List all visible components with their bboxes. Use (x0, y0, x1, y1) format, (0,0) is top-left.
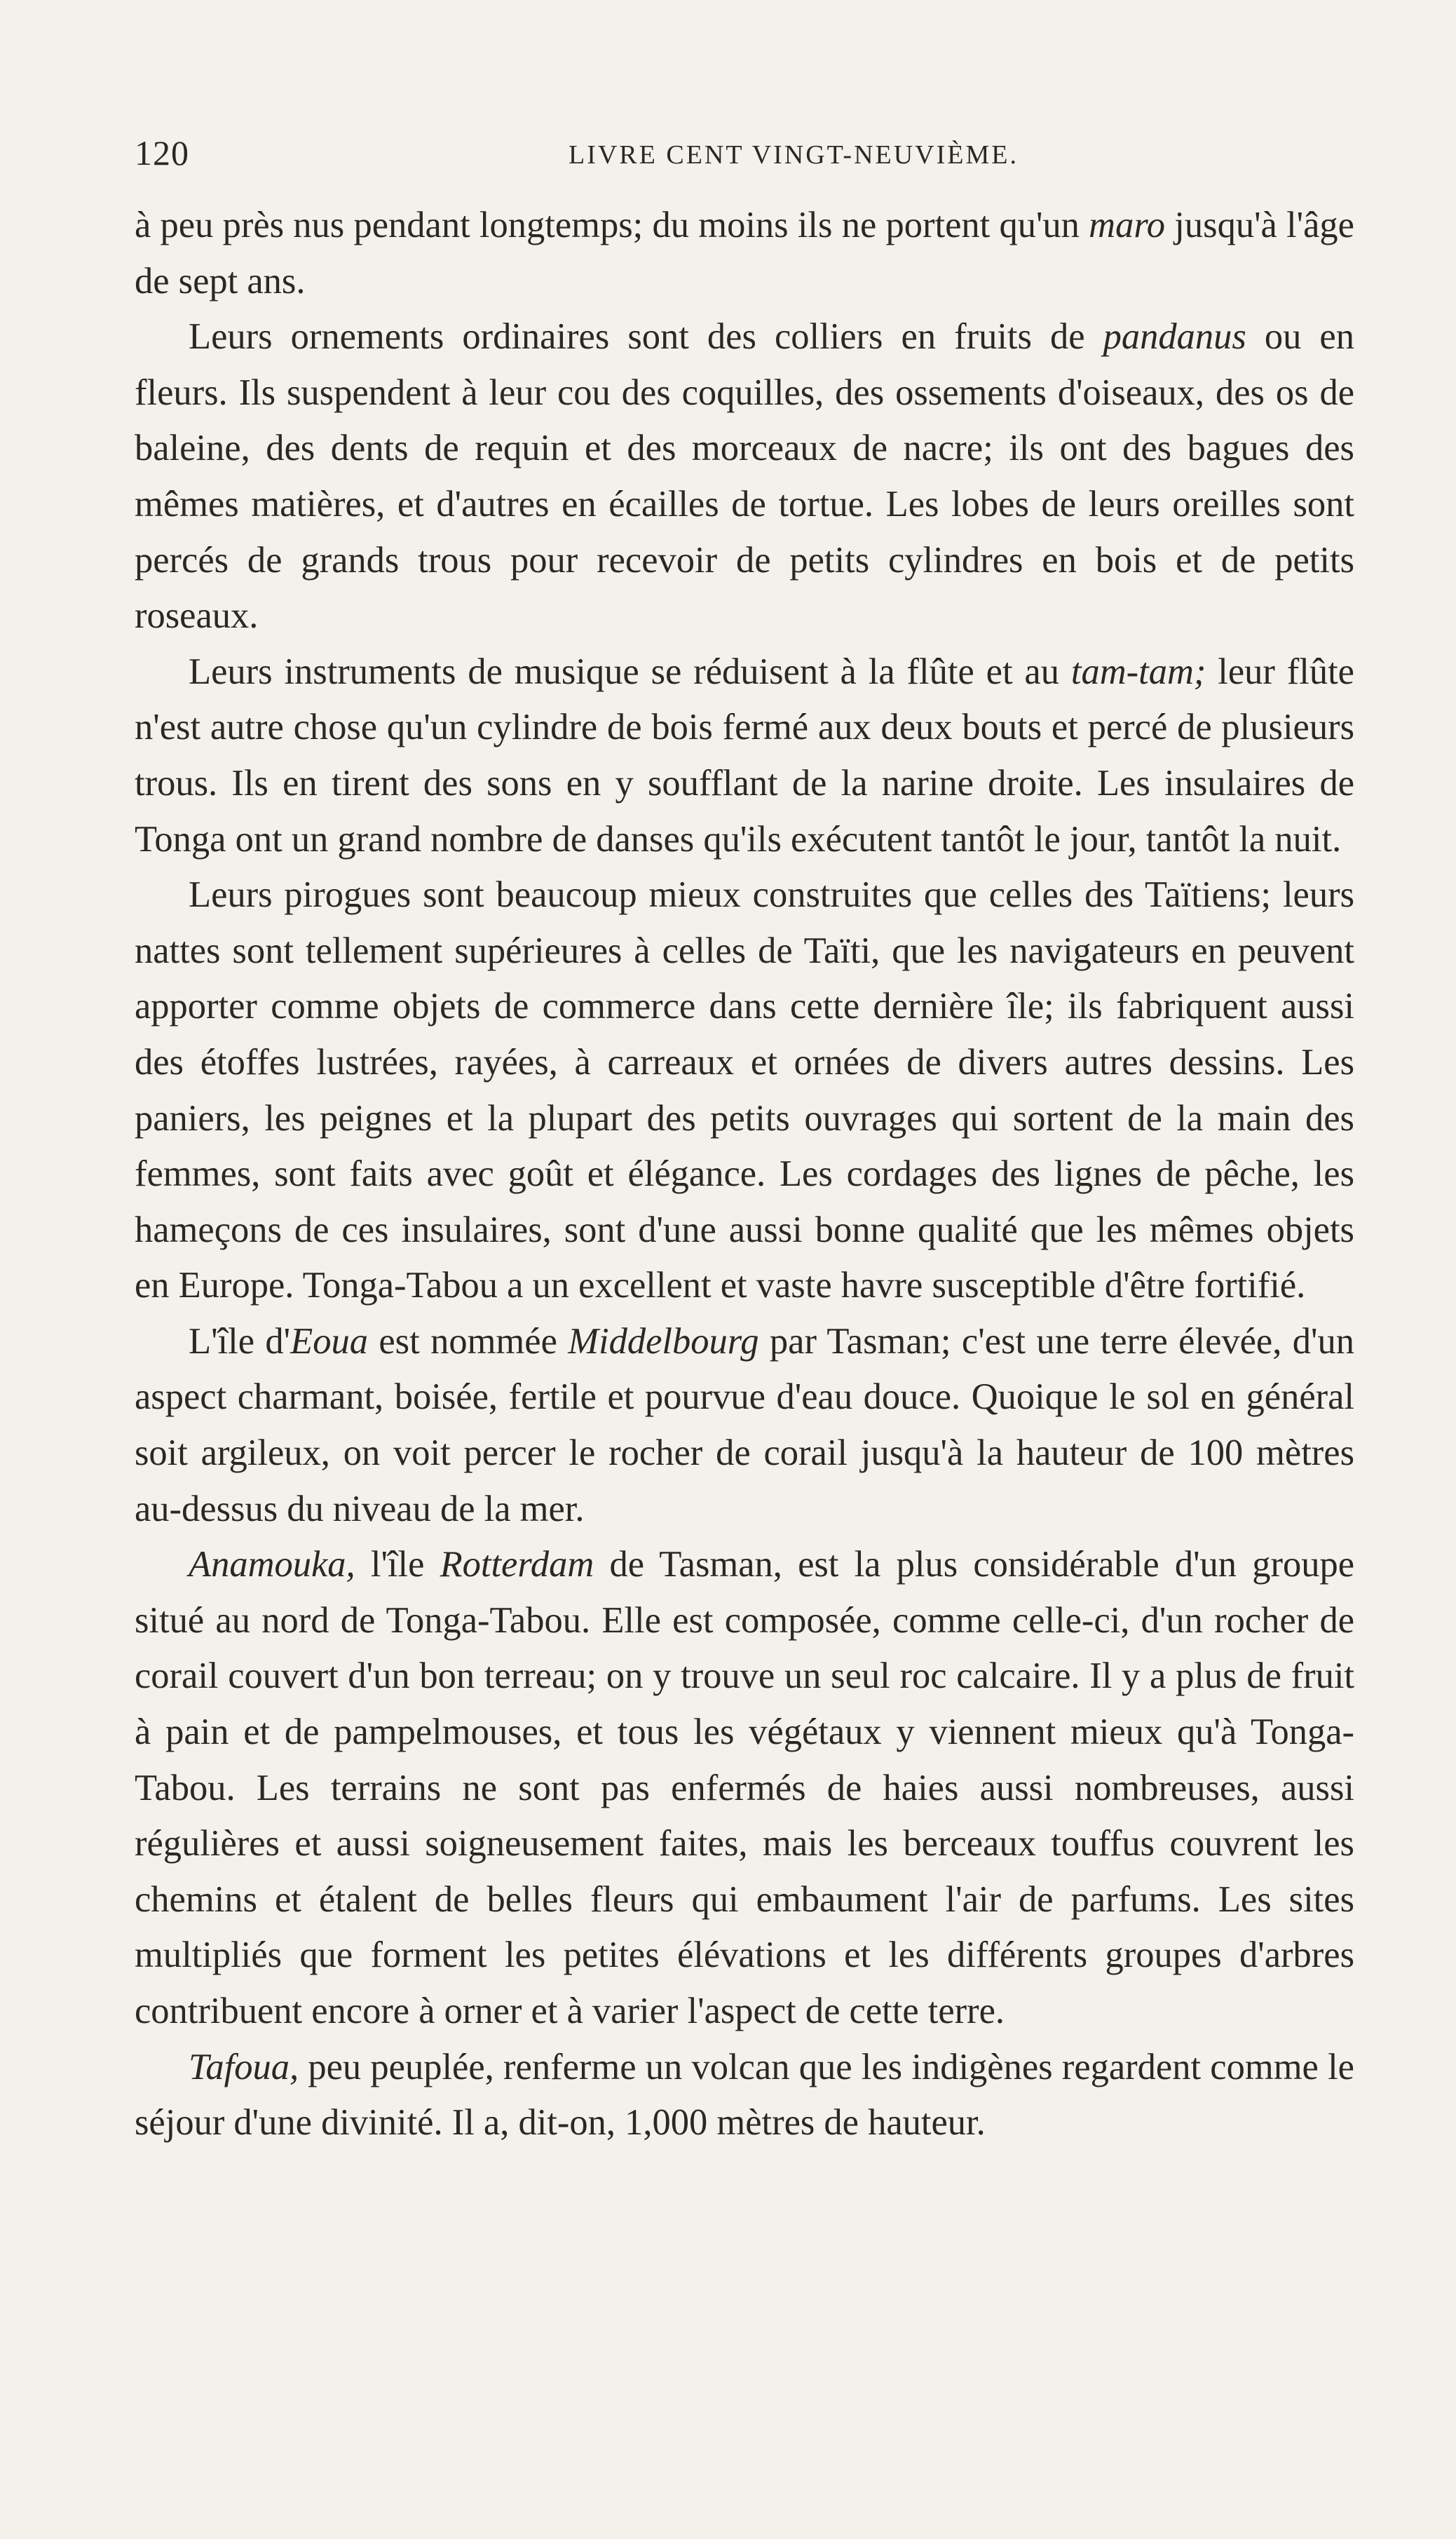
paragraph-4 (135, 867, 1354, 1314)
body-text (135, 198, 1354, 2151)
italic-text: tam-tam; (1070, 651, 1206, 692)
page-number: 120 (135, 133, 189, 172)
italic-text: Rotterdam (440, 1544, 594, 1585)
text-run: ou en fleurs. Ils suspendent à leur cou des coquilles, des ossements d'oiseaux, des os de baleine, des dents de requin et des morceaux de nacre; ils ont des bagues des mêmes matières, et d'autres en écailles de tortue. Les lobes de leurs oreilles sont percés de grands trous pour recevoir de petits cylindres en bois et de petits roseaux. (135, 316, 1354, 637)
paragraph-5 (135, 1314, 1354, 1537)
text-run: Leurs ornements ordinaires sont des colliers en fruits de (189, 316, 1103, 358)
text-run: à peu près nus pendant longtemps; du moins ils ne portent qu'un (135, 205, 1089, 245)
text-run: Leurs pirogues sont beaucoup mieux construites que celles des Taïtiens; leurs nattes sont tellement supérieures à celles de Taïti, que les navigateurs en peuvent apporter comme objets de commerce dans cette dernière île; ils fabriquent aussi des étoffes lustrées, rayées, à carreaux et ornées de divers autres dessins. Les paniers, les peignes et la plupart des petits ouvrages qui sortent de la main des femmes, sont faits avec goût et élégance. Les cordages des lignes de pêche, les hameçons de ces insulaires, sont d'une aussi bonne qualité que les mêmes objets en Europe. Tonga-Tabou a un excellent et vaste havre susceptible d'être fortifié. (135, 874, 1354, 1306)
paragraph-2 (135, 309, 1354, 644)
text-run: par Tasman; c'est une terre élevée, d'un aspect charmant, boisée, fertile et pourvue d'eau douce. Quoique le sol en général soit argileux, on voit percer le rocher de corail jusqu'à la hauteur de 100 mètres au-dessus du niveau de la mer. (135, 1320, 1354, 1529)
text-run: jusqu'à l'âge de sept ans. (135, 205, 1354, 302)
text-run: L'île d' (189, 1320, 291, 1362)
italic-text: Middelbourg (568, 1320, 759, 1362)
paragraph-6 (135, 1537, 1354, 2039)
text-run: est nommée (367, 1320, 569, 1362)
text-run: l'île (355, 1544, 440, 1585)
running-title: LIVRE CENT VINGT-NEUVIÈME. (569, 140, 1019, 170)
italic-text: Tafoua, (189, 2046, 299, 2087)
italic-text: Eoua (290, 1320, 368, 1362)
italic-text: pandanus (1103, 316, 1246, 358)
text-run: de Tasman, est la plus considérable d'un groupe situé au nord de Tonga-Tabou. Elle est composée, comme celle-ci, d'un rocher de corail couvert d'un bon terreau; on y trouve un seul roc calcaire. Il y a plus de fruit à pain et de pampelmouses, et tous les végétaux y viennent mieux qu'à Tonga-Tabou. Les terrains ne sont pas enfermés de haies aussi nombreuses, aussi régulières et aussi soigneusement faites, mais les berceaux touffus couvrent les chemins et étalent de belles fleurs qui embaument l'air de parfums. Les sites multipliés que forment les petites élévations et les différents groupes d'arbres contribuent encore à orner et à varier l'aspect de cette terre. (135, 1544, 1354, 2031)
italic-text: maro (1089, 205, 1166, 245)
italic-text: Anamouka, (189, 1544, 355, 1585)
paragraph-3 (135, 644, 1354, 867)
paragraph-1 (135, 198, 1354, 309)
paragraph-7 (135, 2040, 1354, 2151)
text-run: peu peuplée, renferme un volcan que les indigènes regardent comme le séjour d'une divinité. Il a, dit-on, 1,000 mètres de hauteur. (135, 2046, 1354, 2144)
text-run: leur flûte n'est autre chose qu'un cylindre de bois fermé aux deux bouts et percé de plusieurs trous. Ils en tirent des sons en y soufflant de la narine droite. Les insulaires de Tonga ont un grand nombre de danses qu'ils exécutent tantôt le jour, tantôt la nuit. (135, 651, 1354, 860)
text-run: Leurs instruments de musique se réduisent à la flûte et au (189, 651, 1071, 692)
page-header (135, 132, 1354, 181)
